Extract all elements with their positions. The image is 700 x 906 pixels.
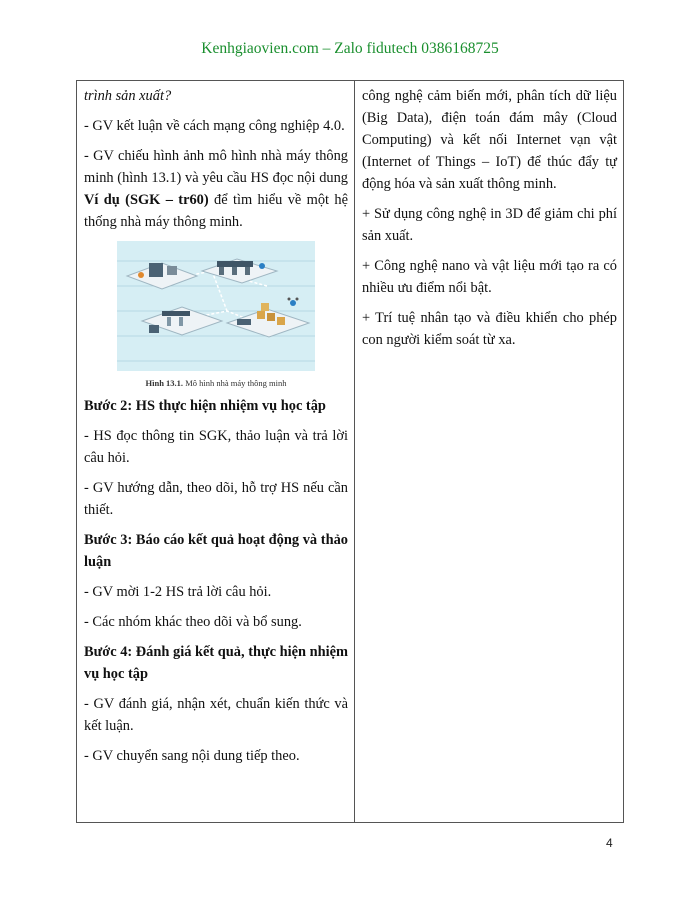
step4-item-2: - GV chuyển sang nội dung tiếp theo. — [84, 748, 300, 764]
right-paragraph-1: công nghệ cảm biến mới, phân tích dữ liệu (Big Data), điện toán đám mây (Cloud Computing) và kết nối Internet vạn vật (Internet of Things – IoT) để thúc đẩy tự động hóa và sản xuất thông minh. — [362, 88, 617, 192]
p3-bold-reference: Ví dụ (SGK – tr60) — [84, 192, 209, 208]
step4-item-1: - GV đánh giá, nhận xét, chuẩn kiến thức và kết luận. — [84, 696, 348, 734]
left-paragraph-3 — [84, 145, 348, 233]
step2-item-2: - GV hướng dẫn, theo dõi, hỗ trợ HS nếu cần thiết. — [84, 480, 348, 518]
figure-caption — [84, 377, 348, 389]
right-column — [355, 81, 623, 822]
header-contact: Zalo fidutech 0386168725 — [334, 40, 499, 57]
caption-text: Mô hình nhà máy thông minh — [183, 378, 287, 388]
left-paragraph-1: trình sản xuất? — [84, 88, 172, 104]
left-paragraph-2: - GV kết luận về cách mạng công nghiệp 4.0. — [84, 118, 345, 134]
page-header — [0, 40, 700, 58]
right-paragraph-3: + Công nghệ nano và vật liệu mới tạo ra có nhiều ưu điểm nổi bật. — [362, 258, 617, 296]
step2-title: Bước 2: HS thực hiện nhiệm vụ học tập — [84, 398, 326, 414]
smart-factory-illustration — [117, 241, 315, 371]
step3-title: Bước 3: Báo cáo kết quả hoạt động và thảo luận — [84, 532, 348, 570]
p3-prefix: - GV chiếu hình ảnh mô hình nhà máy thông minh (hình 13.1) và yêu cầu HS đọc nội dung — [84, 148, 348, 186]
left-column — [77, 81, 355, 822]
right-paragraph-2: + Sử dụng công nghệ in 3D để giảm chi phí sản xuất. — [362, 206, 617, 244]
p3-suffix: để tìm hiểu về một hệ thống nhà máy thông minh. — [84, 192, 349, 230]
smart-factory-figure — [84, 241, 348, 389]
caption-label: Hình 13.1. — [145, 378, 184, 388]
content-table — [76, 80, 624, 823]
header-separator: – — [318, 40, 335, 57]
page-number: 4 — [606, 836, 613, 850]
right-paragraph-4: + Trí tuệ nhân tạo và điều khiển cho phép con người kiểm soát từ xa. — [362, 310, 617, 348]
step3-item-1: - GV mời 1-2 HS trả lời câu hỏi. — [84, 584, 272, 600]
step4-title: Bước 4: Đánh giá kết quả, thực hiện nhiệm vụ học tập — [84, 644, 348, 682]
header-site: Kenhgiaovien.com — [201, 40, 319, 57]
step3-item-2: - Các nhóm khác theo dõi và bổ sung. — [84, 614, 302, 630]
step2-item-1: - HS đọc thông tin SGK, thảo luận và trả lời câu hỏi. — [84, 428, 348, 466]
